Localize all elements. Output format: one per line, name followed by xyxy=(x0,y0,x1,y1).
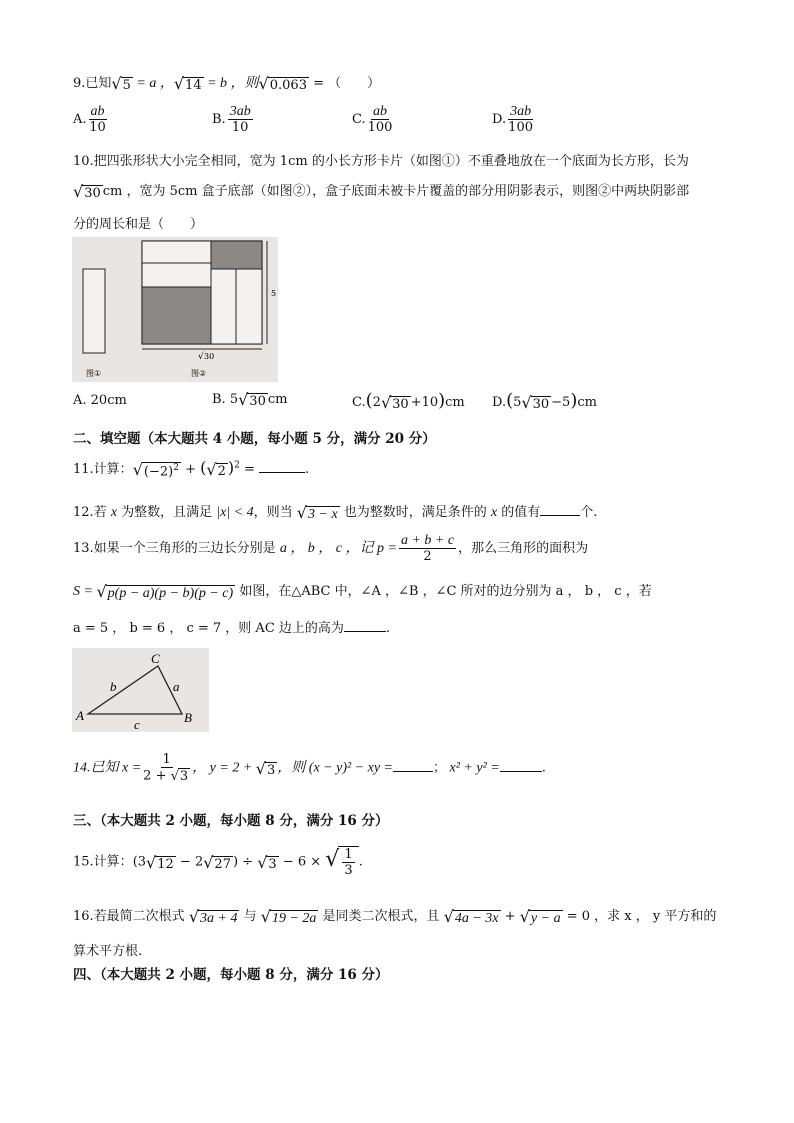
q10-option-c: C.(2√30 +10)cm xyxy=(352,390,465,412)
fig2-card-mid xyxy=(142,263,211,287)
q10-line2: √30 cm ，宽为 5cm 盒子底部（如图②），盒子底面未被卡片覆盖的部分用阴影表示，则图②中两块阴影部 xyxy=(73,182,690,201)
q14: 14.已知 x = $\frac{1}{2 + √3}$ ， y = 2 + √3 ，则 (x − y)² − xy = ； x² + y² = . xyxy=(73,752,546,784)
q14-answer-blank-2[interactable] xyxy=(500,759,542,772)
fig2-shade-left xyxy=(142,287,211,344)
fig1-card xyxy=(83,269,105,353)
q16-line2: 算术平方根. xyxy=(73,944,143,959)
dim-side-label: 5 xyxy=(271,289,277,298)
fig2-card-v1 xyxy=(211,269,236,344)
q10-option-b: B. 5√30 cm xyxy=(212,390,288,409)
triangle-svg xyxy=(72,648,209,732)
sqrt-14: √14 xyxy=(173,74,202,93)
side-b: b xyxy=(110,679,117,694)
q10-line3: 分的周长和是（ ） xyxy=(73,217,204,232)
q10-figure-svg xyxy=(72,237,278,382)
q9-option-b: B. $\frac{3ab}{10}$ xyxy=(212,104,251,135)
vertex-c: C xyxy=(151,651,160,666)
q9-option-d: D. $\frac{3ab}{100}$ xyxy=(492,104,533,135)
q10-figure xyxy=(72,237,278,382)
section3-title: 三、（本大题共 2 小题，每小题 8 分，满分 16 分） xyxy=(73,813,389,829)
side-c: c xyxy=(134,717,140,732)
dim-bottom-sqrt: √ xyxy=(198,352,204,362)
fig2-label: 图② xyxy=(191,369,207,378)
q12-answer-blank[interactable] xyxy=(540,503,580,516)
sqrt-5: √5 xyxy=(111,74,131,93)
triangle-abc xyxy=(88,666,182,714)
q9-option-a: A. $\frac{ab}{10}$ xyxy=(73,104,106,135)
section4-title: 四、（本大题共 2 小题，每小题 8 分，满分 16 分） xyxy=(73,967,389,983)
q9-stem: 9.已知√5 = a ，√14 = b ，则√0.063 = （ ） xyxy=(73,74,381,93)
q10-line1: 10.把四张形状大小完全相同，宽为 1cm 的小长方形卡片（如图①）不重叠地放在一个底面为长方形，长为 xyxy=(73,154,689,169)
side-a: a xyxy=(173,679,180,694)
vertex-a: A xyxy=(76,708,84,723)
q10-option-d: D.(5√30 −5)cm xyxy=(492,390,597,412)
fig2-card-v2 xyxy=(236,269,262,344)
q13-triangle-figure xyxy=(72,648,209,732)
q9-prefix: 9.已知 xyxy=(73,76,112,91)
fig2-shade-right xyxy=(211,241,262,269)
section2-title: 二、填空题（本大题共 4 小题，每小题 5 分，满分 20 分） xyxy=(73,431,436,447)
q13-line2: S = √p(p − a)(p − b)(p − c) 如图，在△ABC 中，∠A ，∠B ，∠C 所对的边分别为 a ， b ， c ，若 xyxy=(73,581,652,601)
q10-option-a: A. 20cm xyxy=(73,393,127,408)
q9-option-c: C. $\frac{ab}{100}$ xyxy=(352,104,393,135)
q16-line1: 16.若最简二次根式 √3a + 4 与 √19 − 2a 是同类二次根式，且 √4a − 3x + √y − a = 0 ，求 x ， y 平方和的 xyxy=(73,906,717,926)
dim-bottom-label: 30 xyxy=(204,352,215,361)
q15: 15.计算：(3√12 − 2√27 ) ÷ √3 − 6 × √ $\frac{1}{3}$ . xyxy=(73,847,363,878)
fig2-card-top xyxy=(142,241,211,263)
q13-line3: a = 5 ， b = 6 ， c = 7 ，则 AC 边上的高为 . xyxy=(73,621,391,636)
vertex-b: B xyxy=(184,710,192,725)
q12: 12.若 x 为整数，且满足 |x| < 4，则当 √3 − x 也为整数时，满足条件的 x 的值有 个. xyxy=(73,502,598,522)
fig1-label: 图① xyxy=(86,369,102,378)
q11-answer-blank[interactable] xyxy=(259,460,305,473)
q11: 11.计算：$√(-2)^2 + (√2$ )$^2$ = . xyxy=(73,458,310,479)
q13-line1: 13.如果一个三角形的三边长分别是 a ， b ， c ，记 p = $\frac{a + b + c}{2}$ ，那么三角形的面积为 xyxy=(73,533,589,564)
sqrt-0063: √0.063 xyxy=(258,74,307,93)
q14-answer-blank-1[interactable] xyxy=(393,759,433,772)
q13-answer-blank[interactable] xyxy=(344,619,386,632)
